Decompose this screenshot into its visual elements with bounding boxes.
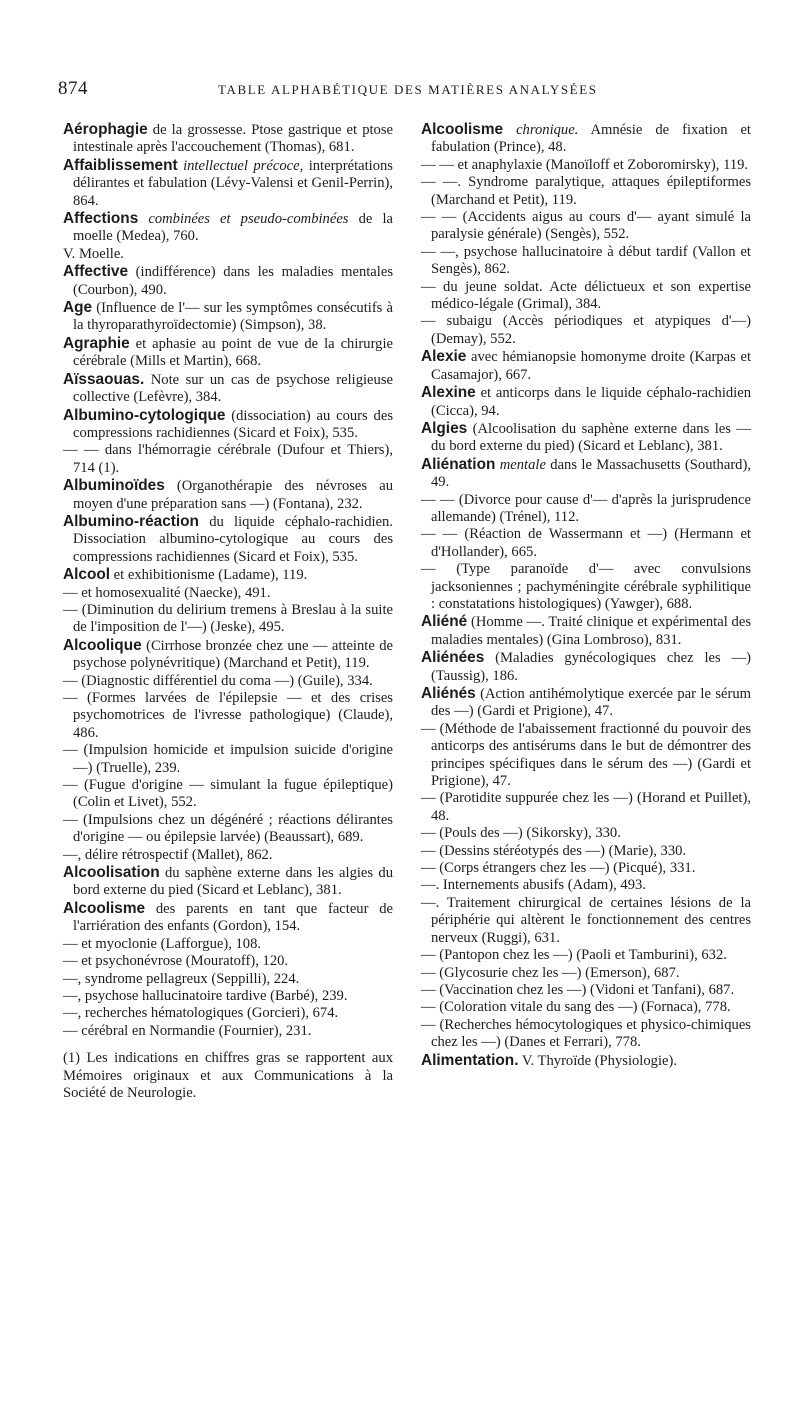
entry-headword: Aérophagie <box>63 121 148 138</box>
index-entry <box>63 566 393 584</box>
index-entry <box>63 513 393 566</box>
index-entry <box>63 246 393 263</box>
entry-text: — (Fugue d'origine — simulant la fugue épileptique) (Colin et Livet), 552. <box>63 777 393 811</box>
index-entry <box>421 313 751 348</box>
entry-text: (dissociation) au cours des compressions rachidiennes (Sicard et Foix), 535. <box>73 407 393 441</box>
index-entry <box>421 965 751 982</box>
index-entry <box>63 847 393 864</box>
index-entry <box>421 121 751 157</box>
index-entry <box>421 348 751 384</box>
entry-headword: Alcoolisme <box>63 899 146 917</box>
entry-headword: Albumino-réaction <box>63 512 199 530</box>
entry-text: (Organothérapie des névroses au moyen d'une préparation sans —) (Fontana), 232. <box>73 478 393 512</box>
entry-headword: Affaiblissement <box>63 156 178 174</box>
entry-qualifier: combinées et pseudo-combinées <box>138 211 349 228</box>
running-title: TABLE ALPHABÉTIQUE DES MATIÈRES ANALYSÉES <box>218 82 598 97</box>
entry-qualifier: intellectuel précoce, <box>177 157 304 174</box>
entry-text: — (Pantopon chez les —) (Paoli et Tamburini), 632. <box>421 947 727 964</box>
index-entry <box>421 157 751 174</box>
index-entry <box>63 210 393 246</box>
entry-text: — (Diminution du delirium tremens à Breslau à la suite de l'imposition de l'—) (Jeske), 495. <box>63 601 393 636</box>
entry-headword: Albumino-cytologique <box>63 406 226 424</box>
entry-text: du liquide céphalo-rachidien. Dissociation albumino-cytologique au cours des compressions rachidiennes (Sicard et Foix), 535. <box>73 513 393 565</box>
entry-text: — (Recherches hémocytologiques et physico-chimiques chez les —) (Danes et Ferrari), 778. <box>421 1016 751 1051</box>
index-entry <box>421 860 751 877</box>
entry-text: —. Internements abusifs (Adam), 493. <box>421 877 646 894</box>
index-entry <box>421 685 751 721</box>
entry-text: — (Impulsions chez un dégénéré ; réactions délirantes d'origine — ou épilepsie larvée) (Beaussart), 689. <box>63 811 393 846</box>
entry-headword: Alcoolisation <box>63 864 160 882</box>
index-entry <box>63 673 393 690</box>
entry-text: des parents en tant que facteur de l'arriération des enfants (Gordon), 154. <box>73 900 393 935</box>
entry-text: — — (Accidents aigus au cours d'— ayant simulé la paralysie générale) (Sengès), 552. <box>421 209 751 243</box>
index-entry <box>421 244 751 279</box>
entry-text: (Influence de l'— sur les symptômes consécutifs à la thyroparathyroïdectomie) (Simpson), 38. <box>73 300 393 334</box>
entry-qualifier: chronique. <box>503 122 579 138</box>
index-entry <box>421 825 751 842</box>
index-entry <box>63 335 393 371</box>
index-entry <box>421 947 751 964</box>
entry-headword: Affections <box>63 210 139 228</box>
entry-text: du saphène externe dans les algies du bord externe du pied (Sicard et Leblanc), 381. <box>73 865 393 899</box>
entry-text: — (Vaccination chez les —) (Vidoni et Tanfani), 687. <box>421 981 735 998</box>
entry-headword: Alexie <box>421 348 467 366</box>
index-entry <box>421 1017 751 1052</box>
entry-text: Amnésie de fixation et fabulation (Prince), 48. <box>431 122 751 156</box>
index-entry <box>63 442 393 477</box>
index-entry <box>63 157 393 210</box>
index-entry <box>421 982 751 999</box>
entry-text: — et myoclonie (Lafforgue), 108. <box>63 935 262 952</box>
index-entry <box>63 936 393 953</box>
entry-text: — cérébral en Normandie (Fournier), 231. <box>63 1022 312 1039</box>
entry-headword: Aïssaouas. <box>63 370 145 388</box>
index-entry <box>63 1023 393 1040</box>
entry-text: et exhibitionisme (Ladame), 119. <box>110 567 308 584</box>
index-entry <box>421 877 751 894</box>
entry-headword: Alexine <box>421 384 476 402</box>
entry-text: — —. Syndrome paralytique, attaques épileptiformes (Marchand et Petit), 119. <box>421 174 751 208</box>
entry-text: de la grossesse. Ptose gastrique et ptose intestinale après l'accouchement (Thomas), 681. <box>73 122 393 156</box>
entry-headword: Alcoolisme <box>421 121 504 138</box>
index-entry <box>421 843 751 860</box>
entry-text: — (Diagnostic différentiel du coma —) (Guile), 334. <box>63 672 373 689</box>
entry-text: V. Thyroïde (Physiologie). <box>518 1052 677 1069</box>
entry-text: (Maladies gynécologiques chez les —) (Taussig), 186. <box>431 650 751 684</box>
index-entry <box>63 637 393 673</box>
entry-headword: Albuminoïdes <box>63 477 165 495</box>
index-entry <box>63 263 393 299</box>
entry-text: — (Méthode de l'abaissement fractionné du pouvoir des anticorps des antisérums dans le but de démontrer des principes spécifiques dans le sérum des —) (Gardi et Prigione), 47. <box>421 720 751 790</box>
index-entry <box>421 561 751 613</box>
entry-text: — (Pouls des —) (Sikorsky), 330. <box>421 825 621 842</box>
left-column <box>63 121 393 1102</box>
page-number: 874 <box>58 78 88 99</box>
index-entry <box>63 407 393 443</box>
entry-headword: Aliénées <box>421 649 485 667</box>
index-entry <box>421 999 751 1016</box>
index-entry <box>63 1005 393 1022</box>
index-entry <box>421 526 751 561</box>
entry-text: (indifférence) dans les maladies mentales (Courbon), 490. <box>73 264 393 298</box>
index-entry <box>421 895 751 947</box>
entry-text: — — (Réaction de Wassermann et —) (Hermann et d'Hollander), 665. <box>421 526 751 560</box>
index-entry <box>63 602 393 637</box>
index-entry <box>63 299 393 335</box>
entry-text: — et homosexualité (Naecke), 491. <box>63 584 271 601</box>
entry-text: — (Corps étrangers chez les —) (Picqué), 331. <box>421 860 696 877</box>
entry-text: (Homme —. Traité clinique et expérimental des maladies mentales) (Gina Lombroso), 831. <box>431 614 751 648</box>
index-entry <box>63 121 393 157</box>
entry-text: interprétations délirantes et fabulation (Lévy-Valensi et Genil-Perrin), 864. <box>73 157 393 209</box>
index-entry <box>421 613 751 649</box>
entry-text: —, syndrome pellagreux (Seppilli), 224. <box>63 970 300 987</box>
index-entry <box>421 456 751 492</box>
page-header <box>58 78 748 104</box>
footnote: (1) Les indications en chiffres gras se rapportent aux Mémoires originaux et aux Communications à la Société de Neurologie. <box>63 1050 393 1101</box>
index-entry <box>63 988 393 1005</box>
index-entry <box>63 585 393 602</box>
index-entry <box>63 900 393 936</box>
entry-text: et aphasie au point de vue de la chirurgie cérébrale (Mills et Martin), 668. <box>73 335 393 370</box>
entry-headword: Aliéné <box>421 613 468 631</box>
entry-text: (Action antihémolytique exercée par le sérum des —) (Gardi et Prigione), 47. <box>431 686 751 720</box>
entry-text: — — (Divorce pour cause d'— d'après la jurisprudence allemande) (Trénel), 112. <box>421 491 751 525</box>
index-entry <box>63 477 393 513</box>
index-entry <box>63 371 393 407</box>
index-entry <box>421 174 751 209</box>
entry-text: — (Dessins stéréotypés des —) (Marie), 330. <box>421 842 687 859</box>
entry-text: —, délire rétrospectif (Mallet), 862. <box>63 846 273 863</box>
entry-text: dans le Massachusetts (Southard), 49. <box>431 456 751 491</box>
entry-text: —, psychose hallucinatoire tardive (Barbé), 239. <box>63 987 348 1004</box>
entry-text: — (Formes larvées de l'épilepsie — et des crises psychomotrices de l'ivresse pathologique) (Claude), 486. <box>63 690 393 741</box>
index-entry <box>421 279 751 314</box>
entry-text: — (Parotidite suppurée chez les —) (Horand et Puillet), 48. <box>421 790 751 824</box>
entry-text: V. Moelle. <box>63 245 124 262</box>
entry-text: et anticorps dans le liquide céphalo-rachidien (Cicca), 94. <box>431 385 751 419</box>
entry-qualifier: mentale <box>495 456 546 473</box>
entry-text: (Cirrhose bronzée chez une — atteinte de psychose polynévritique) (Marchand et Petit), 119. <box>73 637 393 672</box>
entry-headword: Age <box>63 299 93 317</box>
entry-text: de la moelle (Medea), 760. <box>73 211 393 245</box>
entry-text: — — et anaphylaxie (Manoïloff et Zoboromirsky), 119. <box>421 156 749 173</box>
index-entry <box>63 690 393 742</box>
entry-text: (Alcoolisation du saphène externe dans les — du bord externe du pied) (Sicard et Leblanc), 381. <box>431 420 751 455</box>
index-entry <box>421 1052 751 1070</box>
entry-headword: Aliénés <box>421 685 476 702</box>
entry-headword: Aliénation <box>421 455 496 473</box>
entry-text: — (Glycosurie chez les —) (Emerson), 687. <box>421 964 680 981</box>
entry-headword: Affective <box>63 263 129 281</box>
index-entry <box>421 420 751 456</box>
entry-text: — (Coloration vitale du sang des —) (Fornaca), 778. <box>421 999 731 1016</box>
entry-headword: Alcool <box>63 566 111 584</box>
right-column <box>421 121 751 1070</box>
entry-headword: Alcoolique <box>63 636 142 654</box>
index-entry <box>421 721 751 791</box>
index-entry <box>63 971 393 988</box>
entry-text: — —, psychose hallucinatoire à début tardif (Vallon et Sengès), 862. <box>421 243 751 278</box>
index-entry <box>421 790 751 825</box>
entry-text: —, recherches hématologiques (Gorcieri), 674. <box>63 1005 339 1022</box>
index-entry <box>421 384 751 420</box>
entry-text: — subaigu (Accès périodiques et atypiques d'—) (Demay), 552. <box>421 313 751 347</box>
entry-text: — (Type paranoïde d'— avec convulsions jacksoniennes ; pachyméningite cérébrale syphilitique : constatations histologiques) (Yawger), 688. <box>421 561 751 612</box>
entry-text: —. Traitement chirurgical de certaines lésions de la périphérie qui altèrent le fonctionnement des centres nerveux (Ruggi), 631. <box>421 894 751 946</box>
index-entry <box>421 209 751 244</box>
index-entry <box>63 953 393 970</box>
index-entry <box>63 864 393 900</box>
index-entry <box>63 777 393 812</box>
index-entry <box>421 492 751 527</box>
entry-headword: Algies <box>421 419 468 437</box>
index-entry <box>421 649 751 685</box>
entry-headword: Agraphie <box>63 334 130 352</box>
entry-text: — du jeune soldat. Acte délictueux et son expertise médico-légale (Grimal), 384. <box>421 278 751 313</box>
entry-text: Note sur un cas de psychose religieuse collective (Lefèvre), 384. <box>73 371 393 406</box>
entry-text: avec hémianopsie homonyme droite (Karpas et Casamajor), 667. <box>431 349 751 383</box>
entry-text: — et psychonévrose (Mouratoff), 120. <box>63 953 289 970</box>
index-entry <box>63 742 393 777</box>
index-entry <box>63 812 393 847</box>
entry-headword: Alimentation. <box>421 1051 519 1069</box>
entry-text: — (Impulsion homicide et impulsion suicide d'origine —) (Truelle), 239. <box>63 742 393 776</box>
entry-text: — — dans l'hémorragie cérébrale (Dufour et Thiers), 714 (1). <box>63 442 393 476</box>
